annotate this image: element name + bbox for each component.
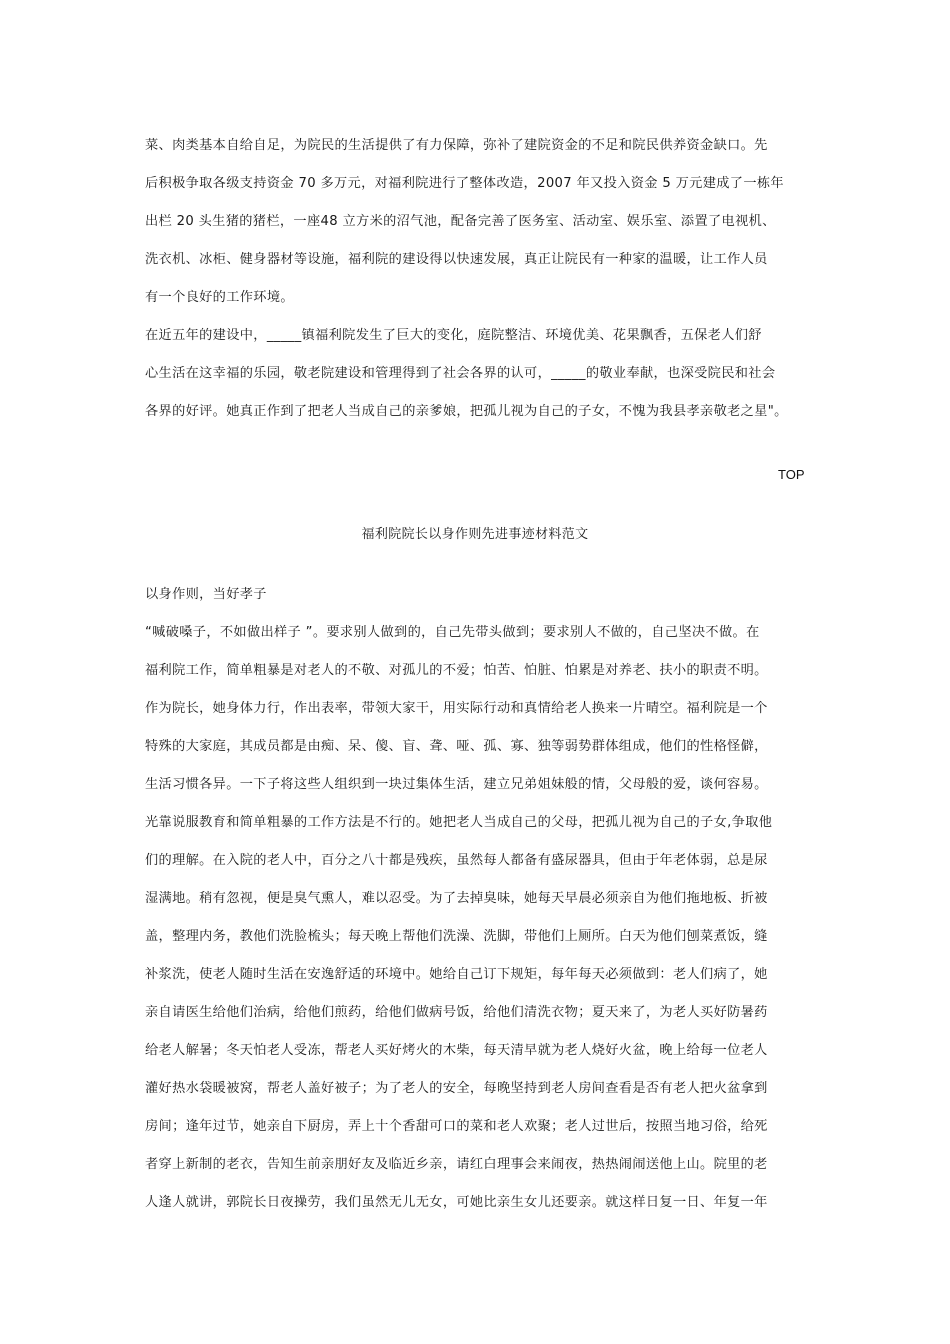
paragraph-line: 灌好热水袋暖被窝，帮老人盖好被子；为了老人的安全，每晚坚持到老人房间查看是否有老人把火盆拿到 (145, 1081, 768, 1096)
paragraph-line: “喊破嗓子，不如做出样子 ”。要求别人做到的，自己先带头做到；要求别人不做的，自己坚决不做。在 (145, 625, 760, 640)
subheading-line: 以身作则，当好孝子 (145, 587, 267, 602)
paragraph-line: 光靠说服教育和简单粗暴的工作方法是不行的。她把老人当成自己的父母，把孤儿视为自己的子女,争取他 (145, 815, 773, 830)
paragraph-line: 福利院工作，简单粗暴是对老人的不敬、对孤儿的不爱；怕苦、怕脏、怕累是对养老、扶小的职责不明。 (145, 663, 768, 678)
paragraph-line: 菜、肉类基本自给自足，为院民的生活提供了有力保障，弥补了建院资金的不足和院民供养资金缺口。先 (145, 138, 768, 153)
paragraph-line: 给老人解暑；冬天怕老人受冻，帮老人买好烤火的木柴，每天清早就为老人烧好火盆，晚上给每一位老人 (145, 1043, 768, 1058)
paragraph-line: 人逢人就讲，郭院长日夜操劳，我们虽然无儿无女，可她比亲生女儿还要亲。就这样日复一日、年复一年 (145, 1195, 768, 1210)
paragraph-line: 湿满地。稍有忽视，便是臭气熏人，难以忍受。为了去掉臭味，她每天早晨必须亲自为他们拖地板、折被 (145, 891, 768, 906)
paragraph-line: 出栏 20 头生猪的猪栏，一座48 立方米的沼气池，配备完善了医务室、活动室、娱乐室、添置了电视机、 (145, 214, 776, 229)
paragraph-line: 心生活在这幸福的乐园，敬老院建设和管理得到了社会各界的认可，_____的敬业奉献，也深受院民和社会 (145, 366, 776, 381)
paragraph-line: 补浆洗，使老人随时生活在安逸舒适的环境中。她给自己订下规矩，每年每天必须做到：老人们病了，她 (145, 967, 768, 982)
paragraph-line: 亲自请医生给他们治病，给他们煎药，给他们做病号饭，给他们清洗衣物；夏天来了，为老人买好防暑药 (145, 1005, 768, 1020)
article-heading: 福利院院长以身作则先进事迹材料范文 (361, 527, 589, 542)
paragraph-line: 盖，整理内务，教他们洗脸梳头；每天晚上帮他们洗澡、洗脚，带他们上厕所。白天为他们刨菜煮饭，缝 (145, 929, 768, 944)
paragraph-line: 作为院长，她身体力行，作出表率，带领大家干，用实际行动和真情给老人换来一片晴空。福利院是一个 (145, 701, 768, 716)
paragraph-line: 生活习惯各异。一下子将这些人组织到一块过集体生活，建立兄弟姐妹般的情，父母般的爱，谈何容易。 (145, 777, 768, 792)
paragraph-line: 有一个良好的工作环境。 (145, 290, 294, 305)
paragraph-line: 房间；逢年过节，她亲自下厨房，弄上十个香甜可口的菜和老人欢聚；老人过世后，按照当地习俗，给死 (145, 1119, 768, 1134)
paragraph-line: 后积极争取各级支持资金 70 多万元，对福利院进行了整体改造，2007 年又投入资金 5 万元建成了一栋年 (145, 176, 784, 191)
paragraph-line: 特殊的大家庭，其成员都是由痴、呆、傻、盲、聋、哑、孤、寡、独等弱势群体组成，他们的性格怪僻， (145, 739, 768, 754)
paragraph-line: 洗衣机、冰柜、健身器材等设施，福利院的建设得以快速发展，真正让院民有一种家的温暖，让工作人员 (145, 252, 768, 267)
paragraph-line: 者穿上新制的老衣，告知生前亲朋好友及临近乡亲，请红白理事会来闹夜，热热闹闹送他上山。院里的老 (145, 1157, 768, 1172)
top-link[interactable]: TOP (778, 467, 805, 482)
paragraph-line: 在近五年的建设中，_____镇福利院发生了巨大的变化，庭院整洁、环境优美、花果飘香，五保老人们舒 (145, 328, 762, 343)
paragraph-line: 们的理解。在入院的老人中，百分之八十都是残疾，虽然每人都备有盛尿器具，但由于年老体弱，总是尿 (145, 853, 768, 868)
paragraph-line: 各界的好评。她真正作到了把老人当成自己的亲爹娘，把孤儿视为自己的子女，不愧为我县孝亲敬老之星"。 (145, 404, 788, 419)
